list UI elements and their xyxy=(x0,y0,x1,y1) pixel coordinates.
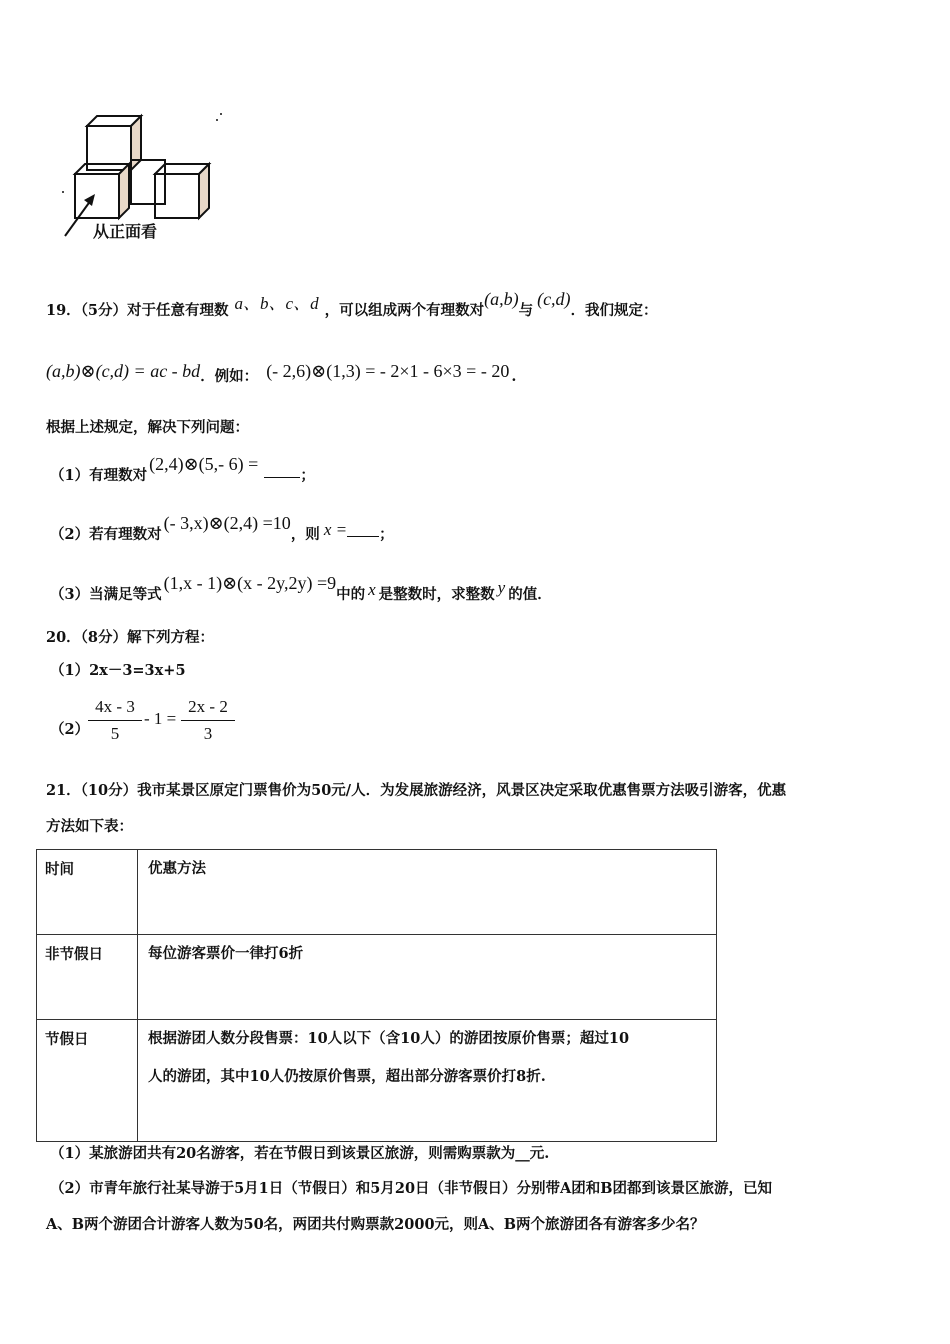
q19-example: (- 2,6)⊗(1,3) = - 2×1 - 6×3 = - 20 xyxy=(266,361,510,381)
figure-caption: 从正面看 xyxy=(93,222,158,241)
q20-part2-label: （2） xyxy=(50,721,90,738)
table-row xyxy=(37,935,717,1020)
table-cell: 节假日 xyxy=(37,1020,138,1142)
q19-p2-expr: (- 3,x)⊗(2,4) =10 xyxy=(163,513,291,533)
view-arrow-head xyxy=(84,194,95,206)
q19-part3: （3）当满足等式(1,x - 1)⊗(x - 2y,2y) =9中的 x 是整数时，求整数 y 的值． xyxy=(50,573,552,603)
q19-instruction: 根据上述规定，解决下列问题： xyxy=(46,419,249,436)
table-cell: 每位游客票价一律打6折 xyxy=(138,935,717,1020)
q19-p3-expr: (1,x - 1)⊗(x - 2y,2y) =9 xyxy=(163,573,337,593)
q19-vars: a、b、c、d xyxy=(234,294,319,313)
q19-part2: （2）若有理数对(- 3,x)⊗(2,4) =10，则 x = ； xyxy=(50,513,394,543)
q19-rule: (a,b)⊗(c,d) = ac - bd xyxy=(46,361,201,381)
q21-intro-line1: 21．（10分）我市某景区原定门票售价为50元/人．为发展旅游经济，风景区决定采取优惠售票方法吸引游客，优惠 xyxy=(46,782,787,799)
q19-rule-line: (a,b)⊗(c,d) = ac - bd．例如： (- 2,6)⊗(1,3) = - 2×1 - 6×3 = - 20 . xyxy=(46,361,517,385)
q21-part1: （1）某旅游团共有20名游客，若在节假日到该景区旅游，则需购票款为__元. xyxy=(50,1145,550,1162)
q20-heading: 20．（8分）解下列方程： xyxy=(46,629,215,646)
q20-part1: （1）2x－3=3x+5 xyxy=(50,662,186,679)
q21-part2-line2: A、B两个游团合计游客人数为50名，两团共付购票款2000元，则A、B两个旅游团各有游客多少名？ xyxy=(46,1216,705,1233)
top-cube-side xyxy=(131,116,141,170)
middle-cube-front xyxy=(131,160,165,204)
q21-part2-line1: （2）市青年旅行社某导游于5月1日（节假日）和5月20日（非节假日）分别带A团和B团都到该景区旅游，已知 xyxy=(50,1180,773,1197)
table-cell: 非节假日 xyxy=(37,935,138,1020)
q19-pair2: (c,d) xyxy=(537,289,571,309)
answer-blank[interactable] xyxy=(347,524,379,537)
discount-table xyxy=(36,849,717,1142)
table-row xyxy=(37,1020,717,1142)
fraction-right: 2x - 2 3 xyxy=(181,697,235,744)
table-cell: 根据游团人数分段售票：10人以下（含10人）的游团按原价售票；超过10 人的游团，其中10人仍按原价售票，超出部分游客票价打8折. xyxy=(138,1020,717,1142)
answer-blank[interactable] xyxy=(264,465,300,478)
q19-p1-expr: (2,4)⊗(5,- 6) = xyxy=(149,454,259,474)
right-cube-front xyxy=(155,174,199,218)
q19-pair1: (a,b) xyxy=(484,289,519,309)
q21-intro-line2: 方法如下表： xyxy=(46,818,133,835)
table-header-time: 时间 xyxy=(37,850,138,935)
right-cube-side xyxy=(199,164,209,218)
equation-middle: - 1 = xyxy=(144,709,177,728)
fraction-left: 4x - 3 5 xyxy=(88,697,142,744)
q19-intro: 19．（5分）对于任意有理数 a、b、c、d ，可以组成两个有理数对(a,b)与(c,d)．我们规定： xyxy=(46,289,658,319)
q19-number: 19． xyxy=(46,302,81,319)
left-cube-side xyxy=(119,164,129,218)
table-header-method: 优惠方法 xyxy=(138,850,717,935)
table-row xyxy=(37,850,717,935)
q19-part1: （1）有理数对(2,4)⊗(5,- 6) =； xyxy=(50,454,315,484)
